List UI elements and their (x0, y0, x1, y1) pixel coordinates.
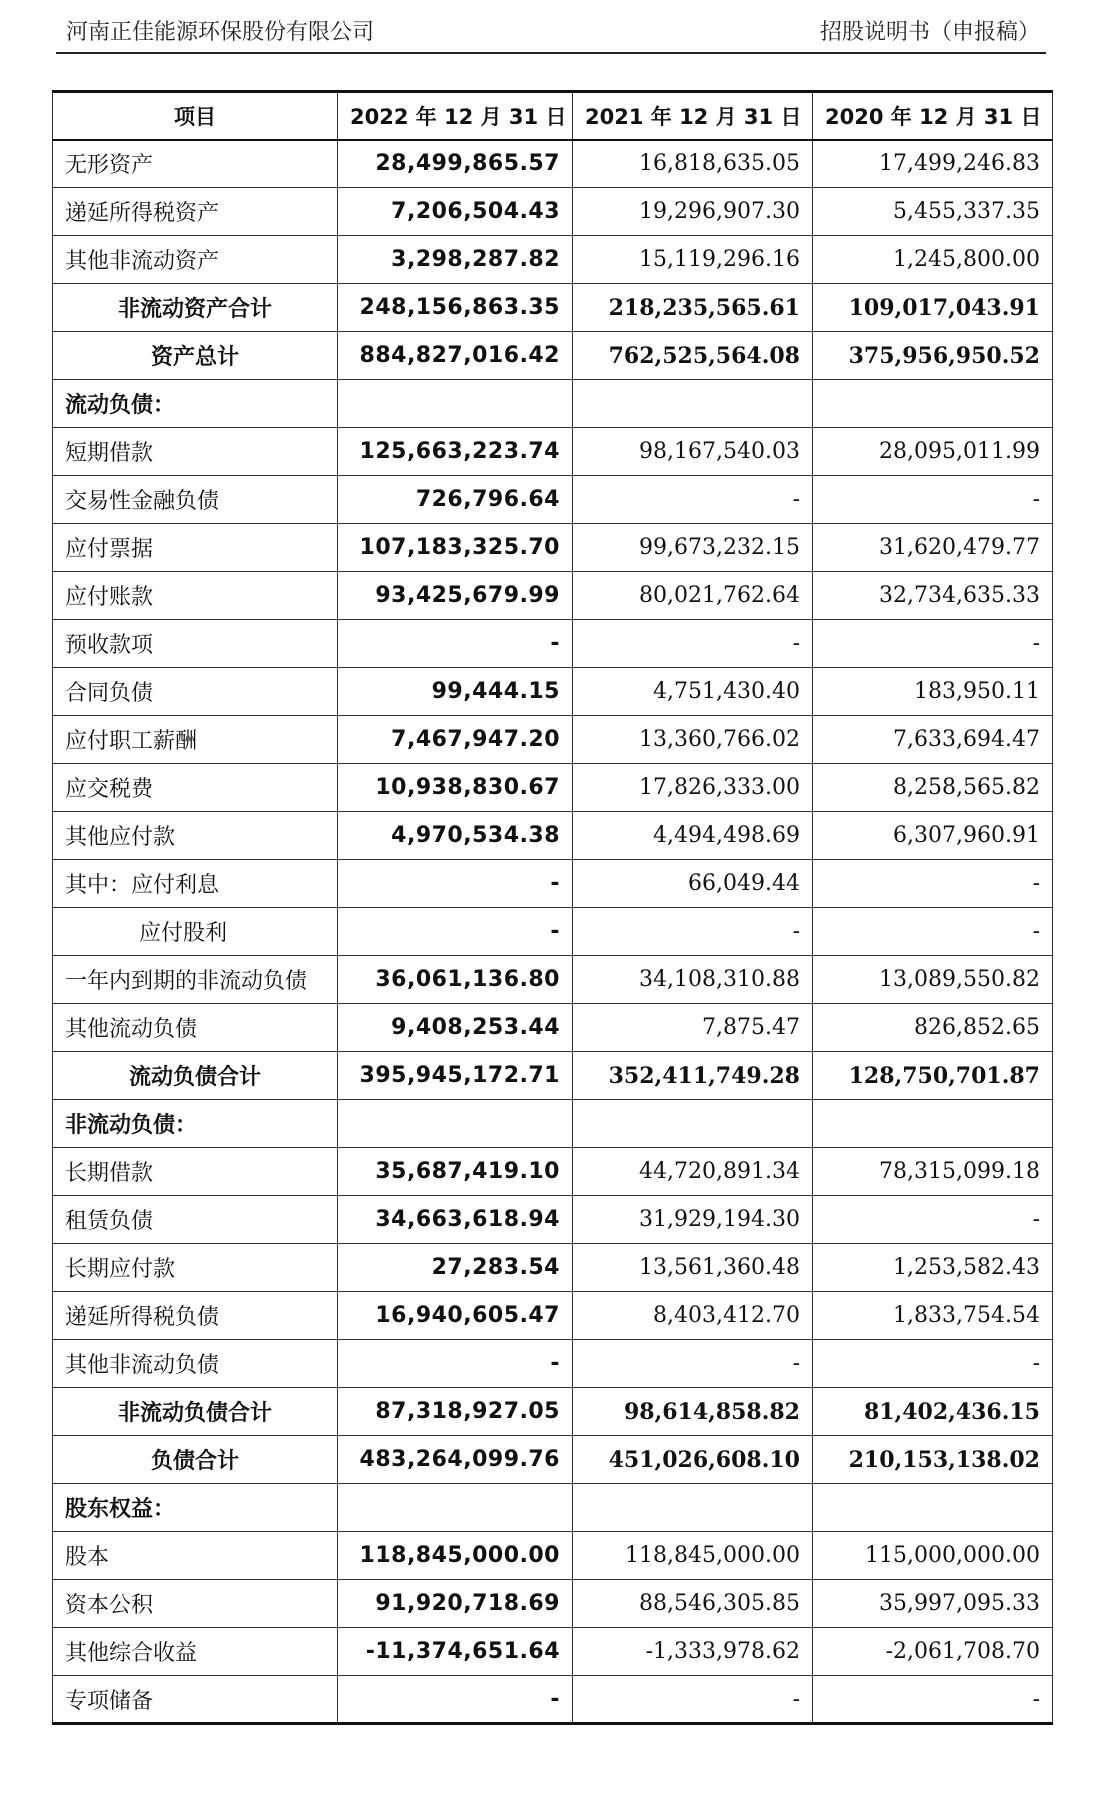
value-2022: -11,374,651.64 (338, 1628, 573, 1676)
value-2022: 4,970,534.38 (338, 812, 573, 860)
row-label: 交易性金融负债 (53, 476, 338, 524)
value-2020: 115,000,000.00 (813, 1532, 1053, 1580)
table-row (53, 620, 1053, 668)
value-2020: - (813, 620, 1053, 668)
value-2021: 762,525,564.08 (573, 332, 813, 380)
table-row (53, 860, 1053, 908)
row-label: 专项储备 (53, 1676, 338, 1724)
row-label: 非流动负债合计 (53, 1388, 338, 1436)
row-label: 递延所得税资产 (53, 188, 338, 236)
value-2022: 27,283.54 (338, 1244, 573, 1292)
company-name: 河南正佳能源环保股份有限公司 (66, 20, 375, 45)
table-row (53, 284, 1053, 332)
value-2020: 826,852.65 (813, 1004, 1053, 1052)
value-2022: 10,938,830.67 (338, 764, 573, 812)
value-2021: - (573, 1676, 813, 1724)
table-row (53, 188, 1053, 236)
column-header-2020: 2020 年 12 月 31 日 (813, 92, 1053, 140)
balance-sheet-table (52, 90, 1053, 1725)
value-2021: - (573, 476, 813, 524)
table-body (53, 140, 1053, 1724)
value-2020: 8,258,565.82 (813, 764, 1053, 812)
table-row (53, 812, 1053, 860)
row-label: 其中：应付利息 (53, 860, 338, 908)
column-header-2021: 2021 年 12 月 31 日 (573, 92, 813, 140)
value-2021: 31,929,194.30 (573, 1196, 813, 1244)
row-label: 非流动负债： (53, 1100, 338, 1148)
row-label: 其他非流动负债 (53, 1340, 338, 1388)
table-row (53, 1580, 1053, 1628)
row-label: 一年内到期的非流动负债 (53, 956, 338, 1004)
value-2022: 107,183,325.70 (338, 524, 573, 572)
value-2021: 13,360,766.02 (573, 716, 813, 764)
value-2020: - (813, 1676, 1053, 1724)
value-2021: 451,026,608.10 (573, 1436, 813, 1484)
value-2021: 7,875.47 (573, 1004, 813, 1052)
value-2022: 36,061,136.80 (338, 956, 573, 1004)
value-2022 (338, 380, 573, 428)
table-row (53, 1148, 1053, 1196)
row-label: 资本公积 (53, 1580, 338, 1628)
value-2021: 34,108,310.88 (573, 956, 813, 1004)
table-row (53, 1484, 1053, 1532)
row-label: 应付职工薪酬 (53, 716, 338, 764)
value-2022: 99,444.15 (338, 668, 573, 716)
page-header (56, 16, 1046, 54)
value-2022: - (338, 1676, 573, 1724)
table-row (53, 1004, 1053, 1052)
value-2020: - (813, 476, 1053, 524)
table-row (53, 428, 1053, 476)
value-2021: 19,296,907.30 (573, 188, 813, 236)
value-2020: - (813, 908, 1053, 956)
value-2022: 884,827,016.42 (338, 332, 573, 380)
table-row (53, 1628, 1053, 1676)
value-2020: 5,455,337.35 (813, 188, 1053, 236)
value-2022: 35,687,419.10 (338, 1148, 573, 1196)
value-2022: 34,663,618.94 (338, 1196, 573, 1244)
value-2020: 1,245,800.00 (813, 236, 1053, 284)
value-2021: -1,333,978.62 (573, 1628, 813, 1676)
value-2020: - (813, 1196, 1053, 1244)
value-2022: - (338, 860, 573, 908)
value-2022: 93,425,679.99 (338, 572, 573, 620)
row-label: 非流动资产合计 (53, 284, 338, 332)
value-2020: 6,307,960.91 (813, 812, 1053, 860)
value-2021: 218,235,565.61 (573, 284, 813, 332)
value-2021 (573, 1100, 813, 1148)
value-2022: 395,945,172.71 (338, 1052, 573, 1100)
row-label: 流动负债合计 (53, 1052, 338, 1100)
value-2022: 3,298,287.82 (338, 236, 573, 284)
value-2021: 88,546,305.85 (573, 1580, 813, 1628)
row-label: 应付票据 (53, 524, 338, 572)
value-2021: 15,119,296.16 (573, 236, 813, 284)
row-label: 长期借款 (53, 1148, 338, 1196)
table-row (53, 1676, 1053, 1724)
value-2020: - (813, 1340, 1053, 1388)
table-row (53, 236, 1053, 284)
value-2021: 44,720,891.34 (573, 1148, 813, 1196)
value-2022: 7,467,947.20 (338, 716, 573, 764)
value-2021: 8,403,412.70 (573, 1292, 813, 1340)
value-2022: 9,408,253.44 (338, 1004, 573, 1052)
value-2022 (338, 1100, 573, 1148)
value-2022: 91,920,718.69 (338, 1580, 573, 1628)
row-label: 其他流动负债 (53, 1004, 338, 1052)
value-2022: 16,940,605.47 (338, 1292, 573, 1340)
table-row (53, 908, 1053, 956)
row-label: 其他非流动资产 (53, 236, 338, 284)
column-header-item: 项目 (53, 92, 338, 140)
value-2022: 248,156,863.35 (338, 284, 573, 332)
row-label: 其他应付款 (53, 812, 338, 860)
value-2020: 13,089,550.82 (813, 956, 1053, 1004)
value-2022: 87,318,927.05 (338, 1388, 573, 1436)
row-label: 租赁负债 (53, 1196, 338, 1244)
value-2022: 726,796.64 (338, 476, 573, 524)
value-2020: 1,253,582.43 (813, 1244, 1053, 1292)
row-label: 合同负债 (53, 668, 338, 716)
value-2021: 16,818,635.05 (573, 140, 813, 188)
row-label: 股东权益： (53, 1484, 338, 1532)
row-label: 长期应付款 (53, 1244, 338, 1292)
value-2021: 99,673,232.15 (573, 524, 813, 572)
row-label: 应交税费 (53, 764, 338, 812)
value-2022: 125,663,223.74 (338, 428, 573, 476)
table-row (53, 1052, 1053, 1100)
table-row (53, 1340, 1053, 1388)
value-2021: 98,167,540.03 (573, 428, 813, 476)
table-row (53, 1196, 1053, 1244)
value-2021: 118,845,000.00 (573, 1532, 813, 1580)
table-row (53, 716, 1053, 764)
table-row (53, 476, 1053, 524)
table-row (53, 140, 1053, 188)
table-row (53, 380, 1053, 428)
value-2022: - (338, 1340, 573, 1388)
row-label: 短期借款 (53, 428, 338, 476)
row-label: 应付股利 (53, 908, 338, 956)
value-2021: 352,411,749.28 (573, 1052, 813, 1100)
value-2020: 17,499,246.83 (813, 140, 1053, 188)
table-row (53, 1436, 1053, 1484)
table-row (53, 1388, 1053, 1436)
value-2022: 483,264,099.76 (338, 1436, 573, 1484)
table-row (53, 764, 1053, 812)
value-2021: - (573, 620, 813, 668)
table-row (53, 668, 1053, 716)
value-2021: 98,614,858.82 (573, 1388, 813, 1436)
value-2021: 17,826,333.00 (573, 764, 813, 812)
value-2021: 13,561,360.48 (573, 1244, 813, 1292)
table-row (53, 524, 1053, 572)
table-row (53, 1100, 1053, 1148)
row-label: 其他综合收益 (53, 1628, 338, 1676)
value-2020: 31,620,479.77 (813, 524, 1053, 572)
value-2020 (813, 380, 1053, 428)
value-2021: - (573, 908, 813, 956)
value-2020: 35,997,095.33 (813, 1580, 1053, 1628)
row-label: 负债合计 (53, 1436, 338, 1484)
value-2022: 118,845,000.00 (338, 1532, 573, 1580)
value-2022: 28,499,865.57 (338, 140, 573, 188)
value-2021: 4,751,430.40 (573, 668, 813, 716)
table-row (53, 1532, 1053, 1580)
value-2020: 7,633,694.47 (813, 716, 1053, 764)
value-2021: 80,021,762.64 (573, 572, 813, 620)
table-row (53, 1244, 1053, 1292)
row-label: 应付账款 (53, 572, 338, 620)
value-2022: - (338, 908, 573, 956)
value-2020: 128,750,701.87 (813, 1052, 1053, 1100)
value-2020: 28,095,011.99 (813, 428, 1053, 476)
value-2021 (573, 1484, 813, 1532)
value-2021: 66,049.44 (573, 860, 813, 908)
row-label: 递延所得税负债 (53, 1292, 338, 1340)
column-header-2022: 2022 年 12 月 31 日 (338, 92, 573, 140)
row-label: 股本 (53, 1532, 338, 1580)
value-2020: -2,061,708.70 (813, 1628, 1053, 1676)
row-label: 预收款项 (53, 620, 338, 668)
value-2020: 32,734,635.33 (813, 572, 1053, 620)
row-label: 无形资产 (53, 140, 338, 188)
table-row (53, 956, 1053, 1004)
value-2020: 210,153,138.02 (813, 1436, 1053, 1484)
row-label: 流动负债： (53, 380, 338, 428)
value-2020 (813, 1100, 1053, 1148)
value-2022 (338, 1484, 573, 1532)
value-2021: 4,494,498.69 (573, 812, 813, 860)
table-row (53, 572, 1053, 620)
table-row (53, 1292, 1053, 1340)
value-2020: 81,402,436.15 (813, 1388, 1053, 1436)
table-header-row (53, 92, 1053, 140)
value-2022: - (338, 620, 573, 668)
value-2020: 183,950.11 (813, 668, 1053, 716)
value-2020: 1,833,754.54 (813, 1292, 1053, 1340)
value-2020: 78,315,099.18 (813, 1148, 1053, 1196)
table-row (53, 332, 1053, 380)
value-2021 (573, 380, 813, 428)
value-2020: 375,956,950.52 (813, 332, 1053, 380)
value-2020 (813, 1484, 1053, 1532)
value-2021: - (573, 1340, 813, 1388)
value-2020: - (813, 860, 1053, 908)
document-type: 招股说明书（申报稿） (819, 20, 1040, 45)
value-2020: 109,017,043.91 (813, 284, 1053, 332)
row-label: 资产总计 (53, 332, 338, 380)
value-2022: 7,206,504.43 (338, 188, 573, 236)
